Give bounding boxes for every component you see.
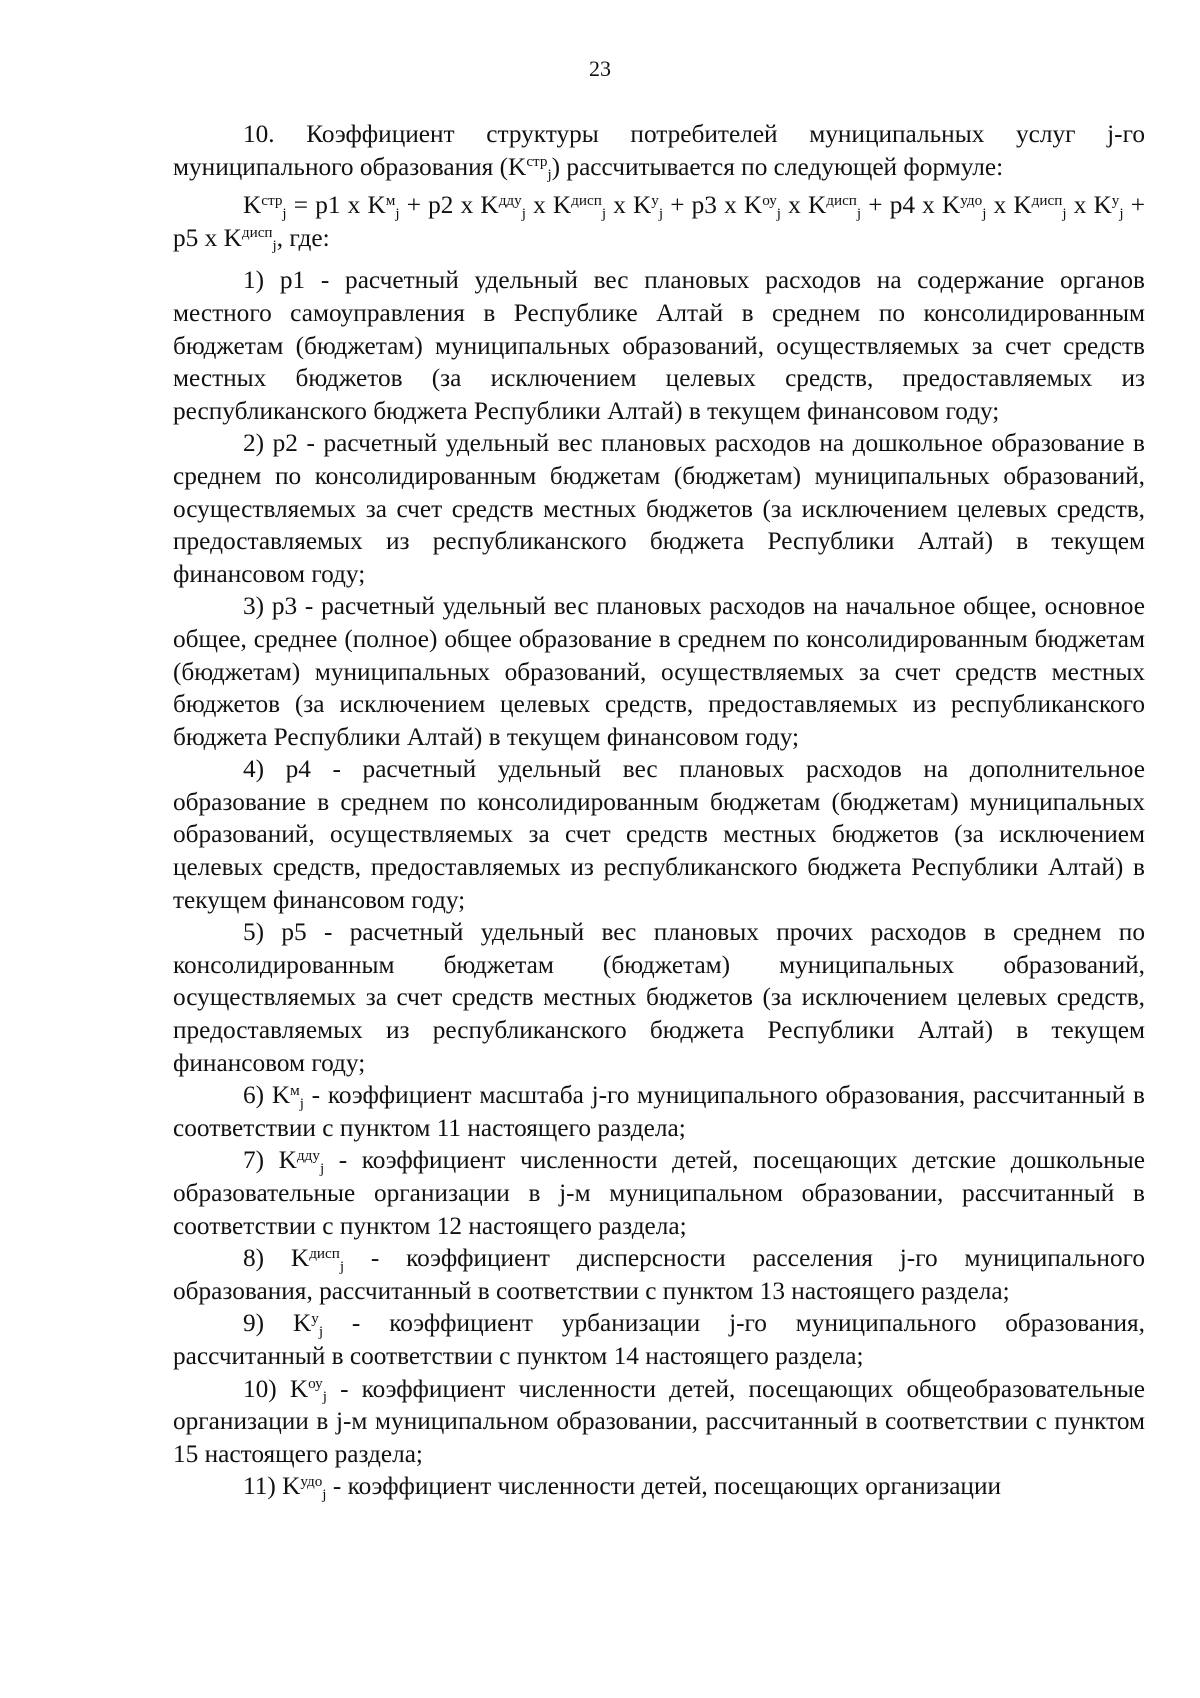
- text-fragment: - коэффициент дисперсности расселения j-го муниципального образования, рассчитанный в соответствии с пунктом 13 настоящего раздела;: [173, 1244, 1145, 1305]
- subscript: j: [547, 166, 552, 184]
- text-fragment: + p3 x K: [663, 191, 763, 220]
- text-fragment: ) рассчитывается по следующей формуле:: [551, 152, 1004, 181]
- paragraph-item-11: [173, 1470, 1145, 1503]
- subscript: j: [521, 204, 526, 222]
- subscript: j: [658, 204, 664, 222]
- superscript: дду: [296, 1147, 320, 1165]
- paragraph-item-8: [173, 1242, 1145, 1307]
- superscript: удо: [300, 1473, 323, 1490]
- subscript: j: [601, 204, 607, 222]
- text-fragment: - коэффициент урбанизации j-го муниципального образования, рассчитанный в соответствии с пунктом 14 настоящего раздела;: [173, 1309, 1145, 1370]
- subscript: j: [322, 1388, 327, 1406]
- formula: [173, 189, 1145, 254]
- superscript: дисп: [1031, 191, 1063, 209]
- paragraph-item-9: [173, 1307, 1145, 1372]
- text-fragment: 11) K: [243, 1472, 301, 1501]
- document-body: [173, 118, 1145, 1503]
- text-fragment: x K: [525, 191, 572, 220]
- text-fragment: 7) K: [243, 1146, 297, 1175]
- text-fragment: 10) K: [243, 1374, 309, 1403]
- text-fragment: + p4 x K: [861, 191, 961, 220]
- subscript: j: [322, 1485, 327, 1503]
- superscript: дисп: [309, 1244, 340, 1262]
- subscript: j: [318, 1322, 324, 1340]
- text-fragment: 4) p4 - расчетный удельный вес плановых расходов на дополнительное образование в среднем по консолидированным бюджетам (бюджетам) муниципальных образований, осуществляемых за счет средств местных бюджетов (за исключением целевых средств, предоставляемых из республиканского бюджета Республики Алтай) в текущем финансовом году;: [173, 755, 1145, 914]
- superscript: у: [311, 1310, 319, 1328]
- text-fragment: 9) K: [243, 1309, 312, 1338]
- superscript: стр: [526, 153, 548, 171]
- subscript: j: [982, 204, 987, 222]
- superscript: м: [290, 1081, 300, 1099]
- superscript: дду: [498, 191, 522, 209]
- text-fragment: + p2 x K: [399, 191, 499, 220]
- paragraph-item-10: [173, 1373, 1145, 1471]
- superscript: у: [1111, 191, 1120, 209]
- superscript: м: [385, 191, 396, 209]
- text-fragment: 10. Коэффициент структуры потребителей муниципальных услуг j-го муниципального образования (K: [173, 120, 1145, 181]
- text-fragment: 1) p1 - расчетный удельный вес плановых расходов на содержание органов местного самоуправления в Республике Алтай в среднем по консолидированным бюджетам (бюджетам) муниципальных образований, осуществляемых за счет средств местных бюджетов (за исключением целевых средств, предоставляемых из республиканского бюджета Республики Алтай) в текущем финансовом году;: [173, 266, 1145, 425]
- superscript: у: [651, 191, 659, 209]
- text-fragment: x K: [1066, 191, 1112, 220]
- text-fragment: + p5 x K: [173, 191, 1145, 252]
- paragraph-coefficient-intro: [173, 118, 1145, 183]
- subscript: j: [339, 1257, 345, 1275]
- superscript: дисп: [571, 191, 602, 209]
- text-fragment: - коэффициент масштаба j-го муниципального образования, рассчитанный в соответствии с пунктом 11 настоящего раздела;: [173, 1081, 1145, 1142]
- subscript: j: [319, 1159, 325, 1177]
- text-fragment: 2) p2 - расчетный удельный вес плановых расходов на дошкольное образование в среднем по консолидированным бюджетам (бюджетам) муниципальных образований, осуществляемых за счет средств местных бюджетов (за исключением целевых средств, предоставляемых из республиканского бюджета Республики Алтай) в текущем финансовом году;: [173, 429, 1145, 588]
- paragraph-item-7: [173, 1144, 1145, 1242]
- text-fragment: 3) p3 - расчетный удельный вес плановых расходов на начальное общее, основное общее, среднее (полное) общее образование в среднем по консолидированным бюджетам (бюджетам) муниципальных образований, осуществляемых за счет средств местных бюджетов (за исключением целевых средств, предоставляемых из республиканского бюджета Республики Алтай) в текущем финансовом году;: [173, 592, 1145, 751]
- text-fragment: 6) K: [243, 1081, 291, 1110]
- text-fragment: - коэффициент численности детей, посещающих общеобразовательные организации в j-м муниципальном образовании, рассчитанный в соответствии с пунктом 15 настоящего раздела;: [173, 1374, 1145, 1468]
- paragraph-item-1: [173, 264, 1145, 427]
- subscript: j: [1119, 204, 1124, 222]
- superscript: дисп: [826, 191, 857, 209]
- paragraph-item-3: [173, 590, 1145, 753]
- subscript: j: [299, 1094, 304, 1112]
- text-fragment: - коэффициент численности детей, посещающих детские дошкольные образовательные организации в j-м муниципальном образовании, рассчитанный в соответствии с пунктом 12 настоящего раздела;: [173, 1146, 1145, 1240]
- text-fragment: x K: [781, 191, 827, 220]
- superscript: оу: [762, 191, 777, 209]
- subscript: j: [776, 204, 782, 222]
- paragraph-item-4: [173, 753, 1145, 916]
- subscript: j: [395, 204, 400, 222]
- paragraph-item-2: [173, 427, 1145, 590]
- page-number: 23: [589, 56, 611, 81]
- superscript: дисп: [241, 224, 273, 242]
- paragraph-item-6: [173, 1079, 1145, 1144]
- text-fragment: x K: [606, 191, 652, 220]
- subscript: j: [856, 204, 862, 222]
- subscript: j: [272, 237, 277, 255]
- paragraph-item-5: [173, 916, 1145, 1079]
- subscript: j: [282, 204, 287, 222]
- text-fragment: x K: [986, 191, 1032, 220]
- text-fragment: - коэффициент численности детей, посещающих организации: [326, 1472, 1002, 1501]
- subscript: j: [1062, 204, 1067, 222]
- text-fragment: 8) K: [243, 1244, 310, 1273]
- text-fragment: , где:: [276, 223, 330, 252]
- text-fragment: 5) p5 - расчетный удельный вес плановых прочих расходов в среднем по консолидированным бюджетам (бюджетам) муниципальных образований, осуществляемых за счет средств местных бюджетов (за исключением целевых средств, предоставляемых из республиканского бюджета Республики Алтай) в текущем финансовом году;: [173, 918, 1145, 1077]
- superscript: стр: [261, 191, 283, 209]
- superscript: оу: [308, 1375, 323, 1393]
- text-fragment: K: [243, 191, 262, 220]
- superscript: удо: [960, 191, 983, 209]
- text-fragment: = p1 x K: [286, 191, 386, 220]
